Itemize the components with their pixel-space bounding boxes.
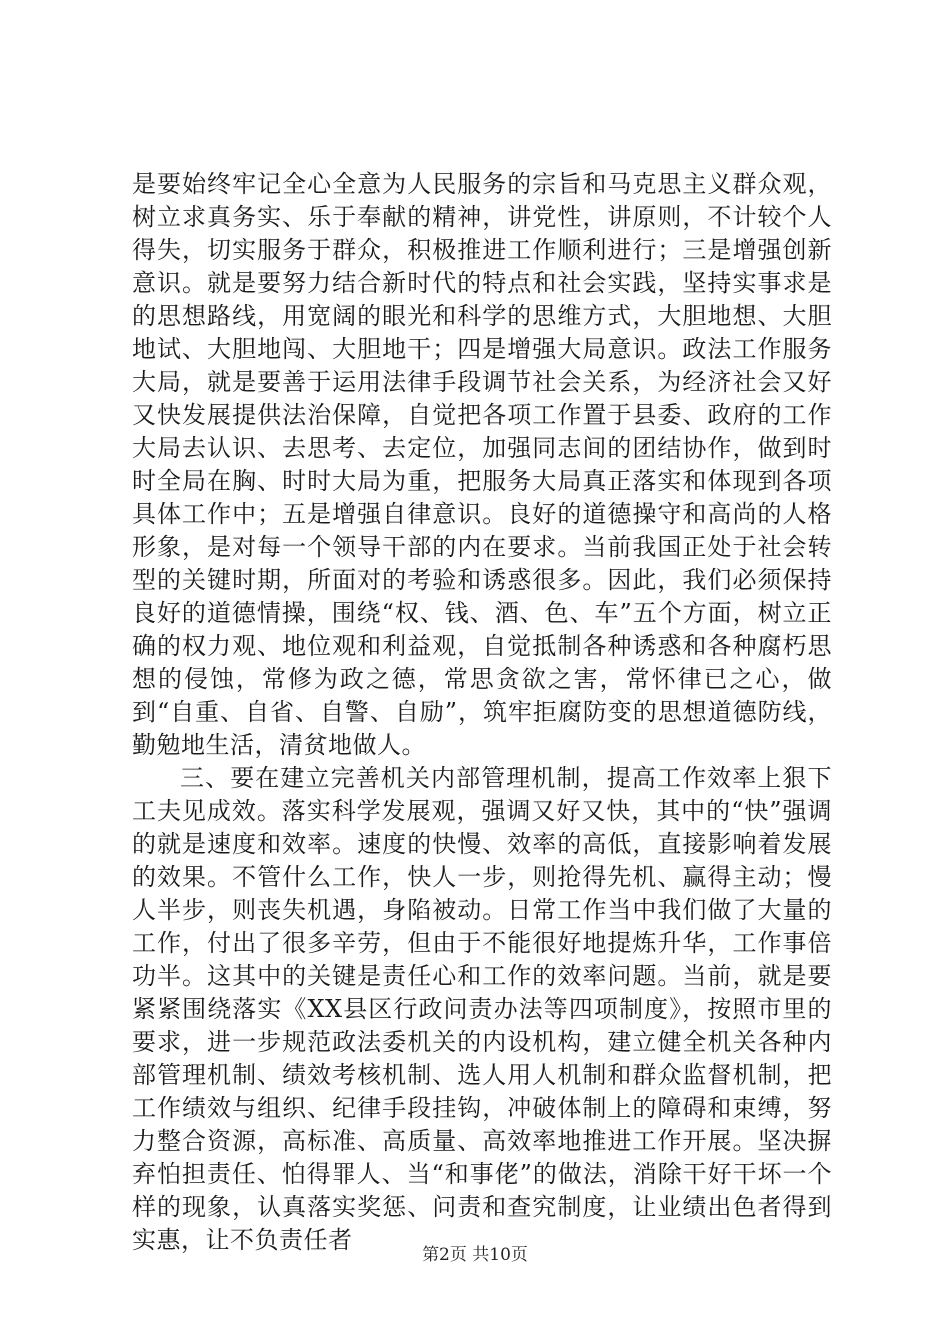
- paragraph-section-three: 三、要在建立完善机关内部管理机制，提高工作效率上狠下工夫见成效。落实科学发展观，强调又好又快，其中的“快”强调的就是速度和效率。速度的快慢、效率的高低，直接影响着发展的效果。不管什么工作，快人一步，则抢得先机、赢得主动；慢人半步，则丧失机遇，身陷被动。日常工作当中我们做了大量的工作，付出了很多辛劳，但由于不能很好地提炼升华，工作事倍功半。这其中的关键是责任心和工作的效率问题。当前，就是要紧紧围绕落实《XX县区行政问责办法等四项制度》，按照市里的要求，进一步规范政法委机关的内设机构，建立健全机关各种内部管理机制、绩效考核机制、选人用人机制和群众监督机制，把工作绩效与组织、纪律手段挂钩，冲破体制上的障碍和束缚，努力整合资源，高标准、高质量、高效率地推进工作开展。坚决摒弃怕担责任、怕得罪人、当“和事佬”的做法，消除干好干坏一个样的现象，认真落实奖惩、问责和查究制度，让业绩出色者得到实惠，让不负责任者: [132, 764, 832, 1254]
- page-number-footer: 第2页 共10页: [422, 1245, 528, 1265]
- paragraph-continued: 是要始终牢记全心全意为人民服务的宗旨和马克思主义群众观，树立求真务实、乐于奉献的精神，讲党性，讲原则，不计较个人得失，切实服务于群众，积极推进工作顺利进行；三是增强创新意识。就是要努力结合新时代的特点和社会实践，坚持实事求是的思想路线，用宽阔的眼光和科学的思维方式，大胆地想、大胆地试、大胆地闯、大胆地干；四是增强大局意识。政法工作服务大局，就是要善于运用法律手段调节社会关系，为经济社会又好又快发展提供法治保障，自觉把各项工作置于县委、政府的工作大局去认识、去思考、去定位，加强同志间的团结协作，做到时时全局在胸、时时大局为重，把服务大局真正落实和体现到各项具体工作中；五是增强自律意识。良好的道德操守和高尚的人格形象，是对每一个领导干部的内在要求。当前我国正处于社会转型的关键时期，所面对的考验和诱惑很多。因此，我们必须保持良好的道德情操，围绕“权、钱、酒、色、车”五个方面，树立正确的权力观、地位观和利益观，自觉抵制各种诱惑和各种腐朽思想的侵蚀，常修为政之德，常思贪欲之害，常怀律已之心，做到“自重、自省、自警、自励”，筑牢拒腐防变的思想道德防线，勤勉地生活，清贫地做人。: [132, 170, 832, 759]
- document-body: [132, 168, 832, 1257]
